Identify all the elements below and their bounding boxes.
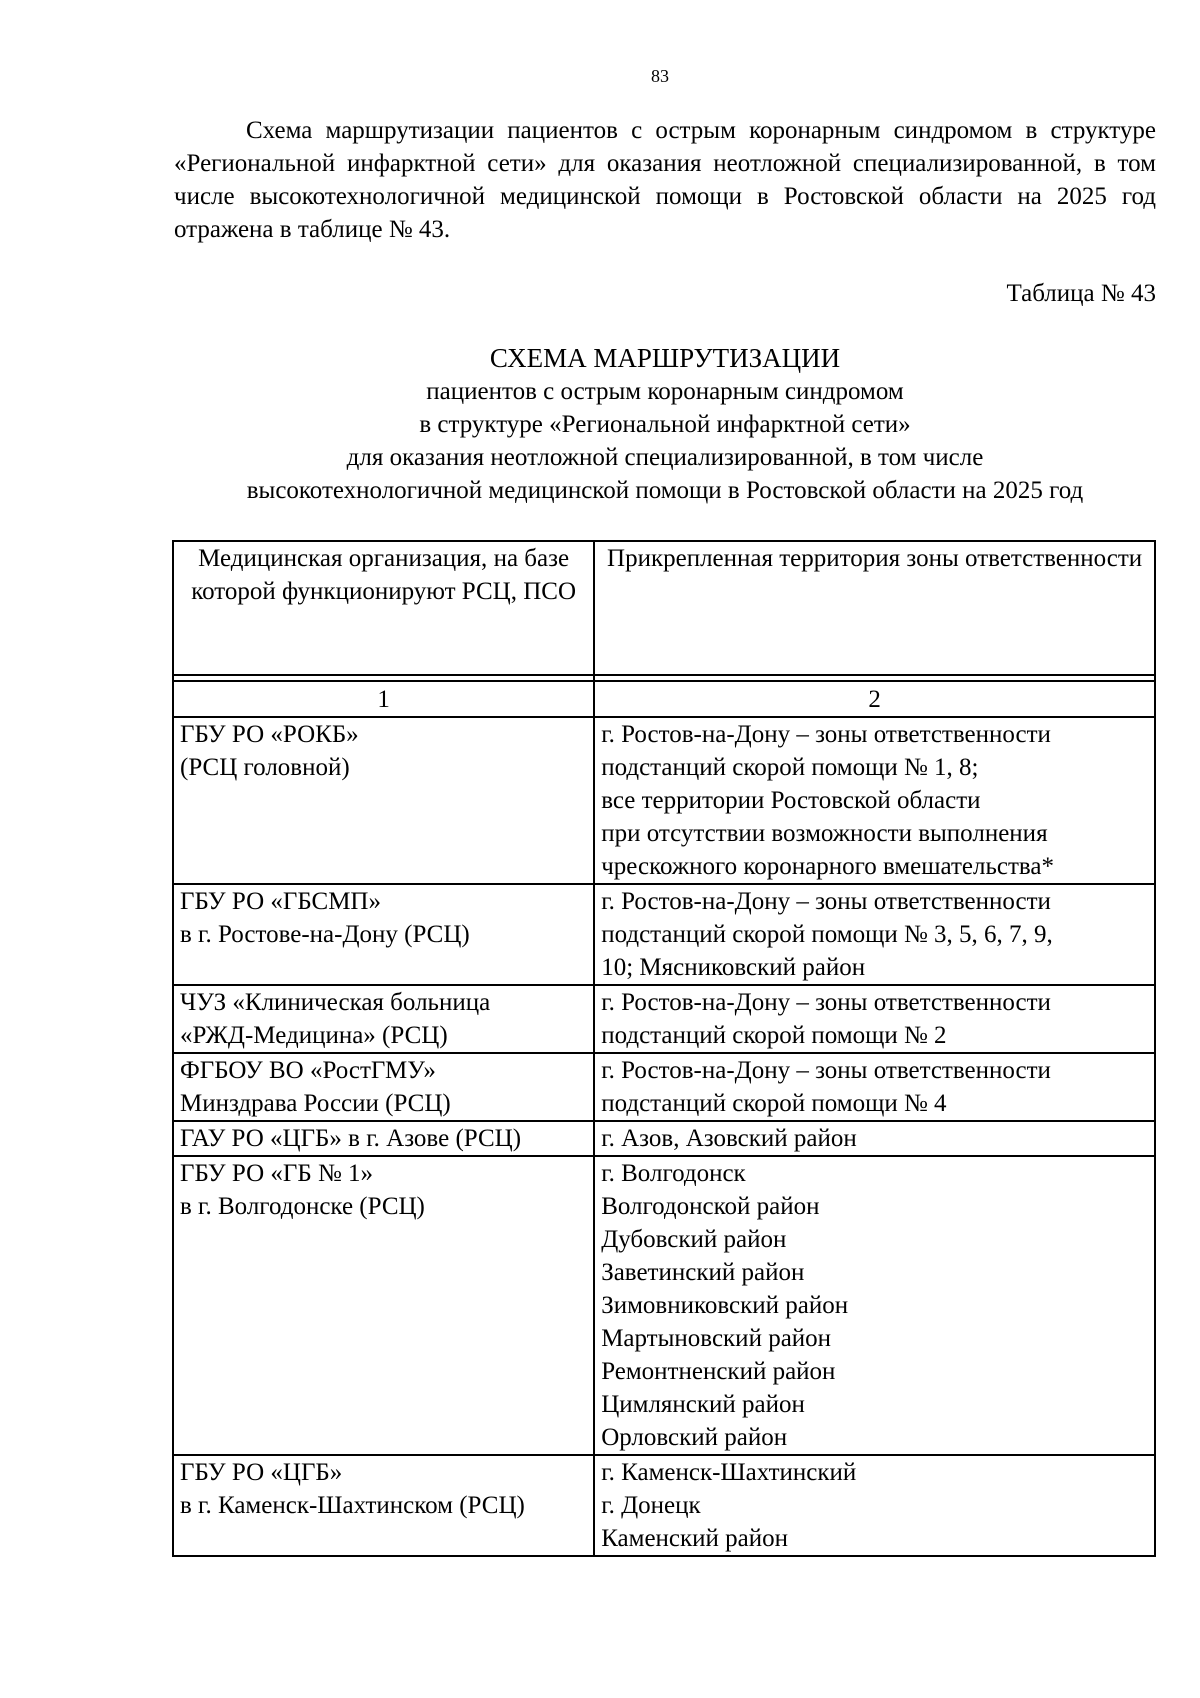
territory-line: 10; Мясниковский район: [601, 954, 866, 981]
territory-cell: [594, 1156, 1155, 1455]
organization-cell: [173, 717, 594, 884]
table-header-row: [173, 541, 1155, 675]
territory-line: подстанций скорой помощи № 3, 5, 6, 7, 9,: [601, 921, 1053, 948]
organization-line: в г. Волгодонске (РСЦ): [180, 1193, 425, 1220]
organization-line: ГБУ РО «ЦГБ»: [180, 1459, 343, 1486]
territory-cell: [594, 1121, 1155, 1156]
header-line: территория зоны ответственности: [779, 545, 1143, 572]
territory-line: Заветинский район: [601, 1259, 805, 1286]
territory-line: г. Каменск-Шахтинский: [601, 1459, 857, 1486]
territory-line: подстанций скорой помощи № 4: [601, 1090, 947, 1117]
organization-line: в г. Ростове-на-Дону (РСЦ): [180, 921, 470, 948]
table-row: [173, 1455, 1155, 1556]
routing-table: [172, 540, 1156, 1557]
organization-line: ГБУ РО «ГБ № 1»: [180, 1160, 374, 1187]
territory-line: Мартыновский район: [601, 1325, 832, 1352]
organization-line: ГБУ РО «ГБСМП»: [180, 888, 381, 915]
title-heading: СХЕМА МАРШРУТИЗАЦИИ: [489, 343, 841, 373]
header-line: Прикрепленная: [607, 545, 773, 572]
organization-cell: [173, 985, 594, 1053]
territory-cell: [594, 884, 1155, 985]
territory-line: г. Ростов-на-Дону – зоны ответственности: [601, 888, 1051, 915]
organization-line: в г. Каменск-Шахтинском (РСЦ): [180, 1492, 525, 1519]
header-col-organization: [173, 541, 594, 675]
column-number: 2: [594, 681, 1155, 717]
territory-line: г. Донецк: [601, 1492, 701, 1519]
territory-line: г. Азов, Азовский район: [601, 1125, 857, 1152]
territory-line: при отсутствии возможности выполнения: [601, 820, 1048, 847]
organization-cell: [173, 1455, 594, 1556]
intro-paragraph: Схема маршрутизации пациентов с острым коронарным синдромом в структуре «Региональной инфарктной сети» для оказания неотложной специализированной, в том числе высокотехнологичной медицинской помощи в Ростовской области на 2025 год отражена в таблице № 43.: [174, 117, 1156, 243]
territory-line: Орловский район: [601, 1424, 788, 1451]
territory-line: все территории Ростовской области: [601, 787, 981, 814]
header-col-territory: [594, 541, 1155, 675]
territory-line: г. Ростов-на-Дону – зоны ответственности: [601, 989, 1051, 1016]
territory-cell: [594, 717, 1155, 884]
page-number: 83: [651, 66, 669, 86]
organization-line: ГАУ РО «ЦГБ» в г. Азове (РСЦ): [180, 1125, 522, 1152]
organization-line: (РСЦ головной): [180, 754, 350, 781]
table-row: [173, 717, 1155, 884]
column-number: 1: [173, 681, 594, 717]
title-line: высокотехнологичной медицинской помощи в Ростовской области на 2025 год: [246, 477, 1084, 504]
table-row: [173, 985, 1155, 1053]
territory-line: Волгодонской район: [601, 1193, 820, 1220]
header-line: на базе которой: [191, 545, 570, 605]
territory-line: г. Ростов-на-Дону – зоны ответственности: [601, 1057, 1051, 1084]
header-line: функционируют РСЦ, ПСО: [281, 578, 576, 605]
territory-line: чрескожного коронарного вмешательства*: [601, 853, 1054, 880]
title-line: в структуре «Региональной инфарктной сети»: [419, 411, 911, 438]
organization-cell: [173, 1121, 594, 1156]
title-line: для оказания неотложной специализированной, в том числе: [346, 444, 984, 471]
table-label: Таблица № 43: [1006, 280, 1156, 307]
territory-line: Зимовниковский район: [601, 1292, 849, 1319]
territory-line: Цимлянский район: [601, 1391, 805, 1418]
territory-line: г. Ростов-на-Дону – зоны ответственности: [601, 721, 1051, 748]
territory-cell: [594, 1053, 1155, 1121]
territory-line: Дубовский район: [601, 1226, 787, 1253]
organization-cell: [173, 884, 594, 985]
territory-cell: [594, 985, 1155, 1053]
table-title: [174, 342, 1156, 507]
organization-line: ГБУ РО «РОКБ»: [180, 721, 359, 748]
table-row: [173, 1121, 1155, 1156]
territory-line: г. Волгодонск: [601, 1160, 746, 1187]
organization-cell: [173, 1053, 594, 1121]
organization-line: «РЖД-Медицина» (РСЦ): [180, 1022, 448, 1049]
table-row: [173, 1156, 1155, 1455]
organization-line: ФГБОУ ВО «РостГМУ»: [180, 1057, 436, 1084]
table-row: [173, 884, 1155, 985]
table-row: [173, 1053, 1155, 1121]
organization-line: Минздрава России (РСЦ): [180, 1090, 451, 1117]
organization-cell: [173, 1156, 594, 1455]
header-line: Медицинская организация,: [198, 545, 488, 572]
territory-line: Каменский район: [601, 1525, 789, 1552]
column-number-row: [173, 681, 1155, 717]
organization-line: ЧУЗ «Клиническая больница: [180, 989, 491, 1016]
territory-line: подстанций скорой помощи № 1, 8;: [601, 754, 979, 781]
territory-line: подстанций скорой помощи № 2: [601, 1022, 947, 1049]
territory-line: Ремонтненский район: [601, 1358, 836, 1385]
territory-cell: [594, 1455, 1155, 1556]
title-line: пациентов с острым коронарным синдромом: [426, 378, 904, 405]
